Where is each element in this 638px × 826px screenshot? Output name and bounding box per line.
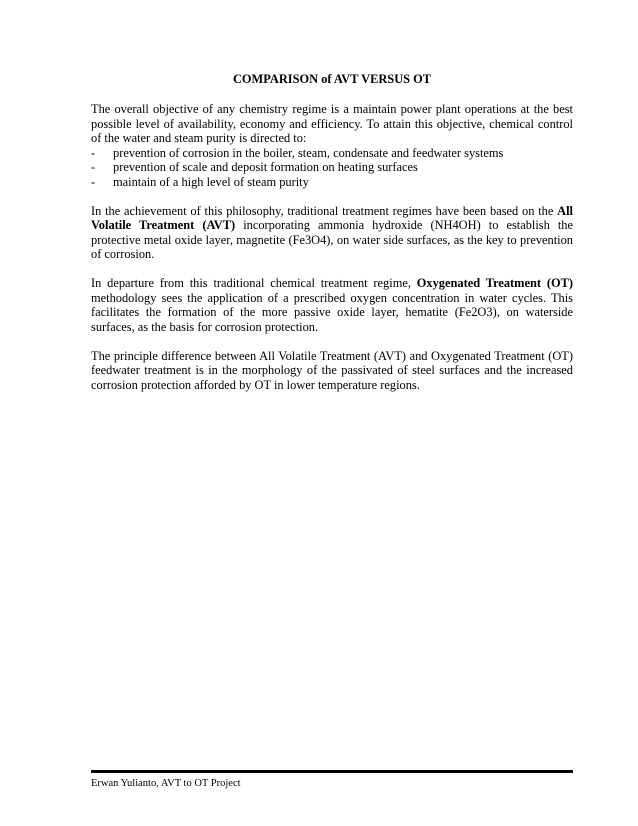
intro-paragraph: The overall objective of any chemistry regime is a maintain power plant operations at the best possible level of availability, economy and efficiency. To attain this objective, chemical control of the water and steam purity is directed to:	[91, 102, 573, 145]
document-page	[91, 72, 573, 407]
list-item	[91, 175, 573, 190]
bullet-marker: -	[91, 160, 96, 174]
footer-divider	[91, 770, 573, 773]
ot-paragraph-rest: methodology sees the application of a prescribed oxygen concentration in water cycles. This facilitates the formation of the more passive oxide layer, hematite (Fe2O3), on waterside surfaces, as the basis for corrosion protection.	[91, 290, 573, 334]
difference-paragraph: The principle difference between All Volatile Treatment (AVT) and Oxygenated Treatment (OT) feedwater treatment is in the morphology of the passivated of steel surfaces and the increased corrosion protection afforded by OT in lower temperature regions.	[91, 348, 573, 392]
list-item-text: maintain of a high level of steam purity	[113, 174, 309, 189]
ot-term: Oxygenated Treatment (OT)	[416, 276, 574, 290]
ot-paragraph-lead: In departure from this traditional chemical treatment regime,	[91, 276, 417, 290]
avt-paragraph-rest: incorporating ammonia hydroxide (NH4OH) to establish the protective metal oxide layer, magnetite (Fe3O4), on water side surfaces, as the key to prevention of corrosion.	[91, 218, 573, 261]
page-footer: Erwan Yulianto, AVT to OT Project	[91, 778, 241, 789]
bullet-marker: -	[91, 145, 96, 160]
list-item-text: prevention of corrosion in the boiler, steam, condensate and feedwater systems	[113, 145, 504, 160]
objective-list	[91, 146, 573, 190]
avt-paragraph-lead: In the achievement of this philosophy, traditional treatment regimes have been based on the	[91, 203, 558, 218]
avt-term: All Volatile Treatment (AVT)	[91, 203, 573, 232]
bullet-marker: -	[91, 174, 96, 189]
list-item	[91, 146, 573, 161]
avt-paragraph	[91, 204, 573, 262]
list-item-text: prevention of scale and deposit formation on heating surfaces	[113, 160, 418, 174]
page-title: COMPARISON of AVT VERSUS OT	[232, 72, 432, 86]
list-item	[91, 160, 573, 175]
ot-paragraph	[91, 276, 573, 334]
